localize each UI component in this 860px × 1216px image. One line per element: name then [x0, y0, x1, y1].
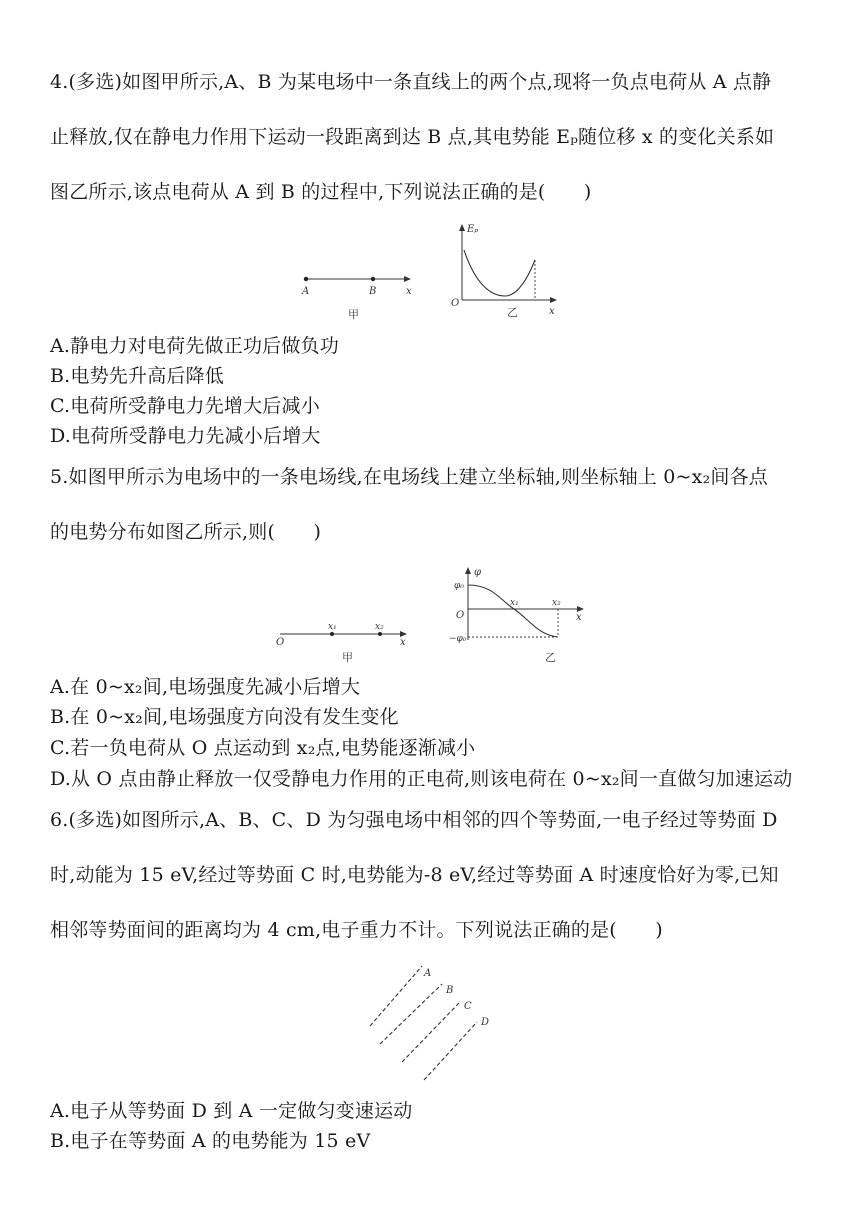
q6-option-b: B.电子在等势面 A 的电势能为 15 eV: [50, 1130, 371, 1152]
q4-jia-label-a: A: [302, 286, 310, 297]
q5-jia-label-x1: x₁: [328, 622, 337, 632]
q5-jia-caption: 甲: [342, 651, 353, 664]
q4-jia-label-x: x: [406, 286, 412, 297]
q4-jia-label-b: B: [369, 286, 377, 297]
q4-option-b: B.电势先升高后降低: [50, 365, 225, 387]
q4-yi-label-o: O: [451, 298, 460, 309]
q5-option-d: D.从 O 点由静止释放一仅受静电力作用的正电荷,则该电荷在 0~x₂间一直做匀加速运动: [50, 768, 793, 790]
q5-yi-label-phi: φ: [474, 567, 482, 578]
q6-label-b: B: [446, 985, 454, 996]
q4-jia-caption: 甲: [348, 308, 359, 321]
q4-yi-label-ep: Eₚ: [467, 224, 479, 235]
q5-jia-label-x2: x₂: [375, 622, 384, 632]
q4-text-line-3: 图乙所示,该点电荷从 A 到 B 的过程中,下列说法正确的是( ): [50, 181, 592, 203]
q4-text-line-1: 4.(多选)如图甲所示,A、B 为某电场中一条直线上的两个点,现将一负点电荷从 A 点静: [50, 71, 772, 93]
q5-jia-label-o: O: [276, 637, 285, 648]
q5-yi-label-x1: x₁: [510, 598, 519, 608]
q4-option-c: C.电荷所受静电力先增大后减小: [50, 395, 320, 417]
q5-yi-label-phi0: φ₀: [454, 581, 464, 591]
q5-yi-label-neg-phi0: −φ₀: [449, 634, 467, 644]
q4-option-d: D.电荷所受静电力先减小后增大: [50, 425, 321, 447]
q6-label-c: C: [464, 1001, 472, 1012]
q5-yi-caption: 乙: [545, 651, 556, 664]
q6-figure-equipotential-surfaces: [360, 958, 500, 1088]
q5-option-c: C.若一负电荷从 O 点运动到 x₂点,电势能逐渐减小: [50, 737, 476, 759]
q6-text-line-2: 时,动能为 15 eV,经过等势面 C 时,电势能为-8 eV,经过等势面 A 时速度恰好为零,已知: [50, 864, 779, 886]
q6-text-line-3: 相邻等势面间的距离均为 4 cm,电子重力不计。下列说法正确的是( ): [50, 919, 663, 941]
q5-jia-label-x: x: [400, 637, 406, 648]
q5-yi-label-o: O: [456, 610, 465, 621]
q4-text-line-2: 止释放,仅在静电力作用下运动一段距离到达 B 点,其电势能 Eₚ随位移 x 的变化关系如: [50, 126, 775, 148]
q6-surface-a: [370, 966, 422, 1026]
q6-surface-c: [402, 1002, 460, 1062]
q5-figure-yi: [448, 560, 590, 668]
q4-figure-jia: [290, 270, 420, 324]
q5-option-a: A.在 0~x₂间,电场强度先减小后增大: [50, 676, 361, 698]
q6-label-d: D: [481, 1017, 490, 1028]
q6-surface-b: [380, 984, 442, 1044]
q6-label-a: A: [424, 968, 432, 979]
q4-yi-label-x: x: [549, 306, 555, 317]
q5-text-line-1: 5.如图甲所示为电场中的一条电场线,在电场线上建立坐标轴,则坐标轴上 0~x₂间各点: [50, 466, 768, 488]
q6-surface-d: [424, 1022, 477, 1080]
q5-yi-label-x2: x₂: [552, 598, 561, 608]
q5-figure-jia: [270, 615, 415, 667]
q6-option-a: A.电子从等势面 D 到 A 一定做匀变速运动: [50, 1100, 413, 1122]
q4-yi-caption: 乙: [507, 306, 518, 319]
q4-figure-yi: [445, 218, 565, 326]
q4-option-a: A.静电力对电荷先做正功后做负功: [50, 335, 339, 357]
q5-text-line-2: 的电势分布如图乙所示,则( ): [50, 521, 322, 543]
q5-yi-label-x: x: [576, 612, 582, 623]
q6-text-line-1: 6.(多选)如图所示,A、B、C、D 为匀强电场中相邻的四个等势面,一电子经过等势面 D: [50, 809, 778, 831]
q5-option-b: B.在 0~x₂间,电场强度方向没有发生变化: [50, 706, 399, 728]
